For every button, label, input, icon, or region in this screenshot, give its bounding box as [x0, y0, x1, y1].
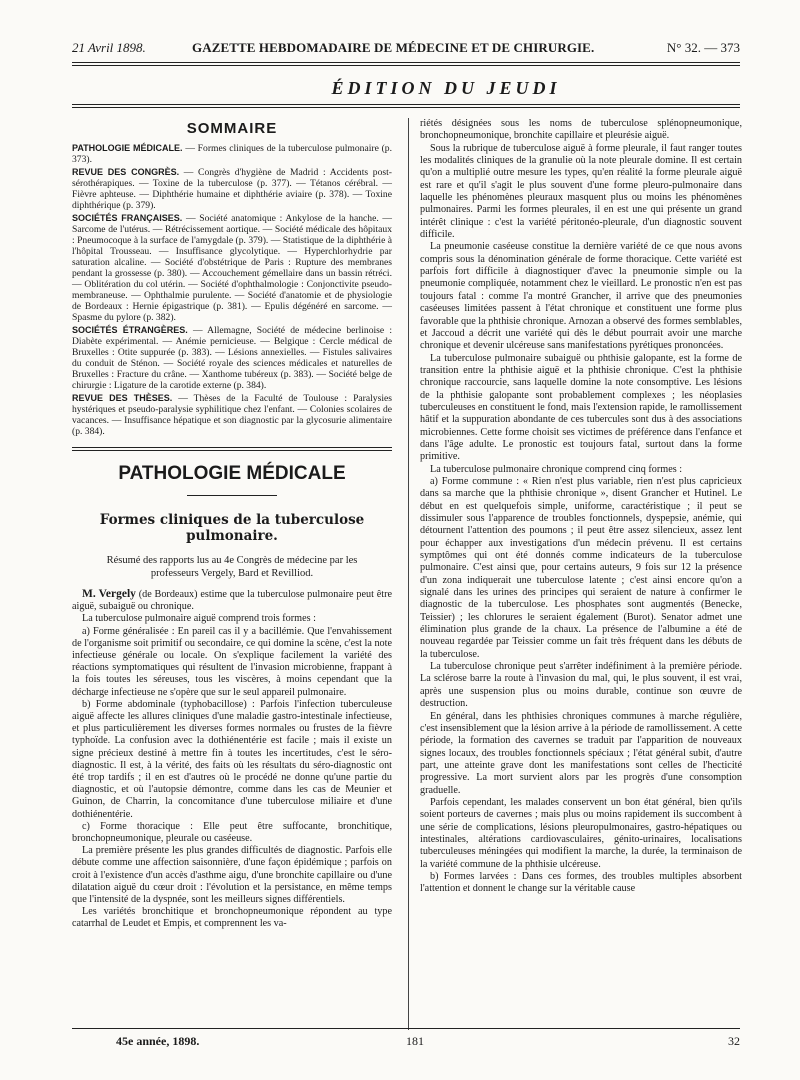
section-title: PATHOLOGIE MÉDICALE [118, 463, 346, 484]
article-subtitle: Résumé des rapports lus au 4e Congrès de médecine par les professeurs Vergely, Bard et Revilliod. [106, 555, 358, 579]
sommaire-entry: SOCIÉTÉS ÉTRANGÈRES. — Allemagne, Société de médecine berlinoise : Diabète expérimental. — Anémie pernicieuse. — Belgique : Cercle médical de Bruxelles : Otite suppurée (p. 383). — Lésions annexielles. — Fistules salivaires du conduit de Sténon. — Société royale des sciences médicales et naturelles de Bruxelles : Fracture du crâne. — Xanthome tubéreux (p. 383). — Société belge de chirurgie : Ligature de la carotide externe (p. 384). [72, 325, 392, 391]
left-column [72, 118, 392, 931]
paragraph: M. Vergely (de Bordeaux) estime que la tuberculose pulmonaire peut être aiguë, subaiguë ou chronique. [72, 588, 392, 613]
paragraph: La tuberculose chronique peut s'arrêter indéfiniment à la première période. La sclérose barre la route à l'invasion du mal, qui, le plus souvent, il est vrai, après une suspension plus ou moins durable, continue son œuvre de destruction. [420, 661, 742, 710]
paragraph: a) Forme généralisée : En pareil cas il y a bacillémie. Que l'envahissement de l'organisme soit primitif ou secondaire, ce qui domine la scène, c'est la note infectieuse générale ou locale. On s'explique facilement la variété des réactions symptomatiques qui résultent de l'invasion microbienne, frappant à la fois toutes les séreuses, tous les viscères, à moins cependant que la décharge infectieuse ne s'opère que sur le seul appareil pulmonaire. [72, 625, 392, 698]
paragraph: a) Forme commune : « Rien n'est plus variable, rien n'est plus capricieux dans sa marche que la phthisie chronique », disent Grancher et Hutinel. Le début en est quelquefois simple, uniforme, caractéristique ; il peut se dissimuler sous l'apparence de troubles fonctionnels, dyspepsie, anémie, qui détournent l'attention des poumons ; il peut être assez silencieux, assez lent pour échapper aux investigations d'un médecin prévenu. Il est certains symptômes qui ont été donnés comme indicateurs de la tuberculose pulmonaire. C'est ainsi que, pour certains auteurs, 9 fois sur 12 la présence d'un zona indiquerait une tuberculose latente ; c'est ainsi encore qu'on a signalé dans les urines des principes qui seraient de nature à confirmer le diagnostic de la tuberculose. Les phosphates sont augmentés (Benecke, Teissier) ; les chlorures le seraient également (Burot). Senator admet une élimination plus grande de la chaux. La présence de l'albumine a été de nouveau regardée par Teissier comme un fait très fréquent dans les débuts de la tuberculose. [420, 475, 742, 660]
paragraph: La tuberculose pulmonaire aiguë comprend trois formes : [82, 613, 316, 625]
paragraph: b) Forme abdominale (typhobacillose) : Parfois l'infection tuberculeuse aiguë affecte les allures cliniques d'une maladie gastro-intestinale infectieuse, et plus particulièrement les diverses formes normales ou frustes de la fièvre typhoïde. La confusion avec la dothiénentérie est facile ; mais il existe un signe précieux destiné à mettre fin à toutes les incertitudes, c'est le séro-diagnostic. Il est, à la vérité, des faits où les résultats du séro-diagnostic ont été trop tardifs ; il en est d'autres où le procédé ne donne qu'une partie du diagnostic, et où l'autopsie démontre, comme dans les cas de Meunier et Guinon, de Charrin, la concomitance d'une tuberculose miliaire et d'une dothiénentérie. [72, 698, 392, 820]
sommaire-entry: REVUE DES CONGRÈS. — Congrès d'hygiène de Madrid : Accidents post-sérothérapiques. — Toxine de la tuberculose (p. 377). — Tétanos cérébral. — Fièvre aphteuse. — Diphthérie humaine et diphthérie aviaire (p. 378). — Toxine diphthérique (p. 379). [72, 167, 392, 211]
page-footer [72, 1034, 740, 1050]
sommaire-list [72, 143, 392, 437]
article-title: Formes cliniques de la tuberculose pulmonaire. [99, 512, 365, 544]
edition-rule [72, 104, 740, 105]
paragraph: riétés désignées sous les noms de tuberculose splénopneumonique, bronchopneumonique, bronchite capillaire et pleurésie aiguë. [420, 118, 742, 142]
paragraph: Les variétés bronchitique et bronchopneumonique répondent au type catarrhal de Leudet et Empis, et comprennent les va- [72, 906, 392, 930]
column-divider [408, 118, 409, 1030]
page-number: 181 [406, 1034, 424, 1048]
paragraph: La tuberculose pulmonaire subaiguë ou phthisie galopante, est la forme de transition entre la phthisie aiguë et la phthisie chronique. C'est la phthisie chronique raccourcie, sans laquelle domine la note consomptive. Les lésions de la phthisie galopante sont probablement complexes ; les néoplasies tuberculeuses en constituent le fond, mais l'extension rapide, le ramollissement hâtif et la suppuration abondante de ces tubercules sont dus à des associations microbiennes. Cette forme choisit ses victimes de préférence dans l'enfance et dans l'âge adulte. Le pronostic est toujours fatal, surtout dans la forme primitive. [420, 352, 742, 463]
paragraph: c) Forme thoracique : Elle peut être suffocante, bronchitique, bronchopneumonique, pleurale ou caséeuse. [72, 820, 392, 845]
paragraph: En général, dans les phthisies chroniques communes à marche régulière, c'est insensiblement que la lésion arrive à la période de ramollissement. A cette période, la formation des cavernes se traduit par l'apparition de nouveaux signes locaux, des troubles fonctionnels spéciaux ; l'état général subit, d'autre part, une atteinte grave dont les manifestations sont celles de l'hecticité progressive. La mort survient alors par les progrès d'une consomption graduelle. [420, 710, 742, 796]
sommaire-entry: PATHOLOGIE MÉDICALE. — Formes cliniques de la tuberculose pulmonaire (p. 373). [72, 143, 393, 165]
page-header [72, 40, 740, 56]
paragraph: Sous la rubrique de tuberculose aiguë à forme pleurale, il faut ranger toutes les modalités cliniques de la granulie où la note pleurale domine. Il est certain qu'on a multiplié outre mesure les types, qu'en réalité la forme pleurale aiguë est rare et qu'il s'agit le plus souvent d'une forme pleuro-pulmonaire dans laquelle les phénomènes pleuraux masquent plus ou moins les phénomènes pulmonaires. Parmi les formes pleurales, il en est une qui présente un grand intérêt clinique : c'est la variété péritonéo-pleurale, d'un diagnostic souvent difficile. [420, 142, 742, 241]
issue-number: N° 32. — 373 [666, 40, 740, 55]
journal-title: GAZETTE HEBDOMADAIRE DE MÉDECINE ET DE CHIRURGIE. [192, 40, 595, 55]
edition-rule-double [72, 107, 740, 108]
header-rule [72, 62, 740, 63]
edition-banner: ÉDITION DU JEUDI [331, 78, 561, 98]
right-column [420, 118, 742, 896]
section-rule-double [72, 450, 392, 451]
footer-rule [72, 1028, 740, 1029]
article-body-right [420, 118, 742, 896]
article-body-left [72, 588, 392, 931]
sheet-number: 32 [728, 1034, 740, 1048]
sommaire-entry: REVUE DES THÈSES. — Thèses de la Faculté de Toulouse : Paralysies hystériques et pseudo-paralysie syphilitique chez l'enfant. — Colonies scolaires de vacances. — Insuffisance hépatique et son diagnostic par la glycosurie alimentaire (p. 384). [72, 393, 392, 437]
paragraph: Parfois cependant, les malades conservent un bon état général, bien qu'ils soient porteurs de cavernes ; mais plus ou moins rapidement ils succombent à une série de complications, lésions pleuropulmonaires, gastro-hépatiques ou intestinales, altérations cardiovasculaires, génito-urinaires, localisations tuberculeuses méningées qui modifient la marche, la durée, la terminaison de la variété commune de la phthisie ulcéreuse. [420, 796, 742, 870]
footer-year: 45e année, 1898. [116, 1034, 200, 1048]
sommaire-title: SOMMAIRE [186, 120, 278, 137]
section-rule [72, 447, 392, 448]
title-divider [187, 495, 277, 496]
paragraph: b) Formes larvées : Dans ces formes, des troubles multiples absorbent l'attention et donnent le change sur la véritable cause [420, 870, 742, 895]
paragraph: La pneumonie caséeuse constitue la dernière variété de ce que nous avons compris sous la dénomination générale de forme thoracique. Cette variété est parfois fort difficile à diagnostiquer d'avec la pneumonie simple ou la pneumonie compliquée, notamment chez le vieillard. Le pronostic n'en est pas toujours fatal : comme l'a montré Grancher, il arrive que des pneumonies caséeuses limitées passent à l'état chronique et constituent une forme plus favorable que la phthisie chronique. Arnozan a observé des formes semblables, et Jaccoud a décrit une variété qui dès le début pourrait avoir une marche chronique et devenir ulcéreuse sans manifestations pyrétiques prononcées. [420, 241, 742, 352]
lead-author: M. Vergely [82, 588, 136, 600]
paragraph: La première présente les plus grandes difficultés de diagnostic. Parfois elle débute comme une affection saisonnière, d'une façon épidémique ; parfois on croit à l'existence d'un accès d'asthme aigu, d'une bronchite capillaire ou d'une dilatation aiguë du cœur droit : l'évolution et la persistance, en même temps que l'intensité de la dyspnée, sont les meilleurs signes différentiels. [72, 845, 392, 906]
issue-date: 21 Avril 1898. [72, 40, 146, 55]
paragraph: La tuberculose pulmonaire chronique comprend cinq formes : [430, 463, 683, 475]
header-rule-double [72, 65, 740, 66]
sommaire-entry: SOCIÉTÉS FRANÇAISES. — Société anatomique : Ankylose de la hanche. — Sarcome de l'utérus. — Rétrécissement aortique. — Société médicale des hôpitaux : Pneumocoque à la surface de l'amygdale (p. 379). — Statistique de la diphthérie à l'hôpital Trousseau. — Insuffisance glycolytique. — Hyperchlorhydrie par saturation alcaline. — Société d'obstétrique de Paris : Rupture des membranes pendant la grossesse (p. 380). — Accouchement gémellaire dans un bassin rétréci. — Oblitération du col utérin. — Société d'ophthalmologie : Conjonctivite pseudo-membraneuse. — Ophthalmie purulente. — Société d'anatomie et de physiologie de Bordeaux : Hernie épigastrique (p. 381). — Epulis dégénéré en sarcome. — Spasme du pylore (p. 382). [72, 213, 393, 323]
